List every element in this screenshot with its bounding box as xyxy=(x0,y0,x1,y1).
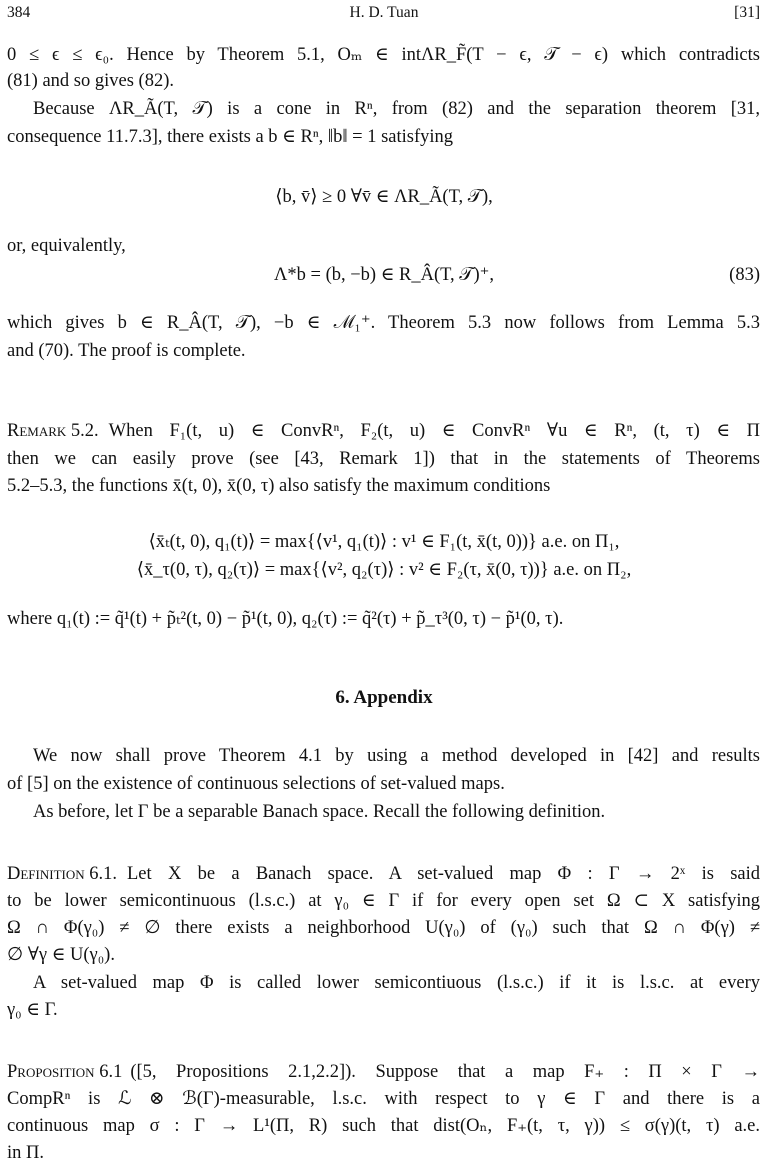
text-line: γ₀ ∈ Γ. xyxy=(7,1000,58,1020)
text-line: continuous map σ : Γ → L¹(Π, R) such that dist(Oₙ, F₊(t, τ, γ)) ≤ σ(γ)(t, τ) a.e. xyxy=(7,1116,760,1136)
text-line: ∅ ∀γ ∈ U(γ₀). xyxy=(7,945,115,965)
display-equation: ⟨x̄ₜ(t, 0), q₁(t)⟩ = max{⟨v¹, q₁(t)⟩ : v¹ ∈ F₁(t, x̄(t, 0))} a.e. on Π₁, xyxy=(148,532,620,552)
text-line: where q₁(t) := q̃¹(t) + p̃ₜ²(t, 0) − p̃¹(t, 0), q₂(τ) := q̃²(τ) + p̃_τ³(0, τ) − p̃¹(0, τ). xyxy=(7,609,564,629)
remark-5-2 xyxy=(7,420,760,442)
equation-number: (83) xyxy=(729,265,760,285)
definition-6-1 xyxy=(7,863,760,885)
author-name: H. D. Tuan xyxy=(349,4,419,21)
text-line: Ω ∩ Φ(γ₀) ≠ ∅ there exists a neighborhood U(γ₀) of (γ₀) such that Ω ∩ Φ(γ) ≠ xyxy=(7,918,760,938)
section-heading: 6. Appendix xyxy=(335,687,433,708)
text-line: We now shall prove Theorem 4.1 by using a method developed in [42] and results xyxy=(33,746,760,766)
text-line: As before, let Γ be a separable Banach space. Recall the following definition. xyxy=(33,802,606,822)
display-equation: ⟨x̄_τ(0, τ), q₂(τ)⟩ = max{⟨v², q₂(τ)⟩ : v² ∈ F₂(τ, x̄(0, τ))} a.e. on Π₂, xyxy=(136,560,632,580)
page-number: 384 xyxy=(7,4,31,21)
text-line: (81) and so gives (82). xyxy=(7,71,174,91)
text-line: in Π. xyxy=(7,1143,44,1163)
text-line: or, equivalently, xyxy=(7,236,126,256)
display-equation-83: Λ*b = (b, −b) ∈ R_Â(T, 𝒯)⁺, xyxy=(273,265,495,285)
text-line: then we can easily prove (see [43, Remark 1]) that in the statements of Theorems xyxy=(7,449,760,469)
proposition-6-1 xyxy=(7,1061,760,1083)
remark-label: Remark 5.2. xyxy=(7,421,99,441)
text-line: Because ΛR_Ã(T, 𝒯) is a cone in Rⁿ, from (82) and the separation theorem [31, xyxy=(33,99,760,119)
text-line: Let X be a Banach space. A set-valued map Φ : Γ → 2ˣ is said xyxy=(127,864,760,884)
proposition-label: Proposition 6.1 xyxy=(7,1062,123,1082)
text-line: 0 ≤ ϵ ≤ ϵ₀. Hence by Theorem 5.1, Oₘ ∈ intΛR_F̃(T − ϵ, 𝒯 − ϵ) which contradicts xyxy=(7,45,760,65)
text-line: CompRⁿ is ℒ ⊗ ℬ(Γ)-measurable, l.s.c. with respect to γ ∈ Γ and there is a xyxy=(7,1089,760,1109)
text-line: of [5] on the existence of continuous selections of set-valued maps. xyxy=(7,774,505,794)
text-line: consequence 11.7.3], there exists a b ∈ Rⁿ, ‖b‖ = 1 satisfying xyxy=(7,127,454,147)
display-equation: ⟨b, v̄⟩ ≥ 0 ∀v̄ ∈ ΛR_Ã(T, 𝒯), xyxy=(275,187,493,207)
text-line: When F₁(t, u) ∈ ConvRⁿ, F₂(t, u) ∈ ConvRⁿ ∀u ∈ Rⁿ, (t, τ) ∈ Π xyxy=(108,421,760,441)
text-line: 5.2–5.3, the functions x̄(t, 0), x̄(0, τ) also satisfy the maximum conditions xyxy=(7,476,551,496)
text-line: which gives b ∈ R_Â(T, 𝒯), −b ∈ ℳ₁⁺. Theorem 5.3 now follows from Lemma 5.3 xyxy=(7,313,760,333)
text-line: and (70). The proof is complete. xyxy=(7,341,246,361)
text-line: A set-valued map Φ is called lower semicontiuous (l.s.c.) if it is l.s.c. at every xyxy=(33,973,760,993)
journal-reference: [31] xyxy=(734,4,760,21)
text-line: to be lower semicontinuous (l.s.c.) at γ₀ ∈ Γ if for every open set Ω ⊂ X satisfying xyxy=(7,891,760,911)
definition-label: Definition 6.1. xyxy=(7,864,117,884)
text-line: ([5, Propositions 2.1,2.2]). Suppose that a map F₊ : Π × Γ → xyxy=(130,1062,760,1082)
